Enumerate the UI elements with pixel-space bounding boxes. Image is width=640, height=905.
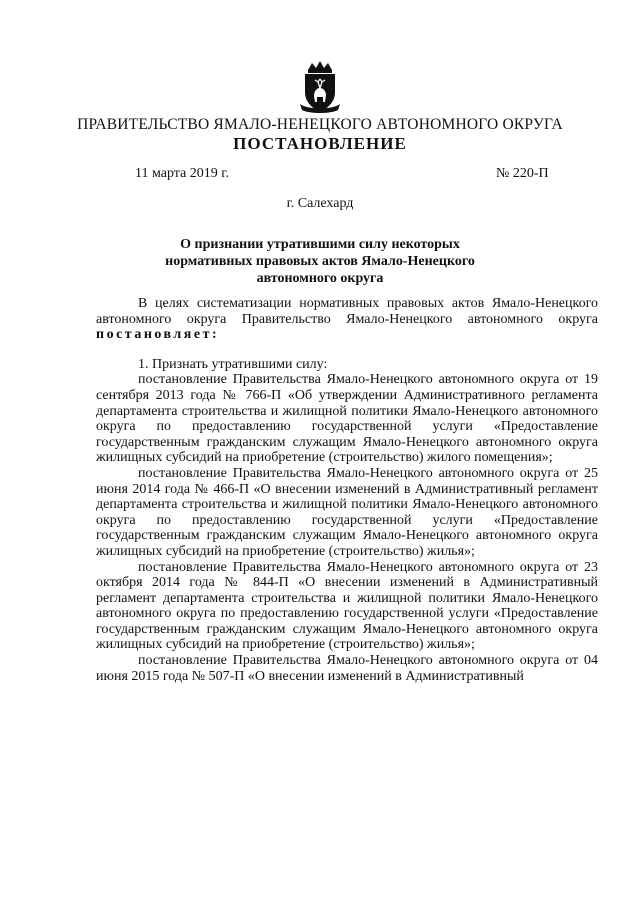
act-paragraph: постановление Правительства Ямало-Ненецкого автономного округа от 04 июня 2015 года № 507-П «О внесении изменений в Административный <box>96 653 598 684</box>
act-paragraph: постановление Правительства Ямало-Ненецкого автономного округа от 19 сентября 2013 года № 766-П «Об утверждении Административного регламента департамента строительства и жилищной политики Ямало-Ненецкого автономного округа по предоставлению государственной услуги «Предоставление государственным гражданским служащим Ямало-Ненецкого автономного округа жилищных субсидий на приобретение (строительство) жилого помещения»; <box>96 372 598 466</box>
decree-word: постановляет: <box>96 327 220 343</box>
government-title: ПРАВИТЕЛЬСТВО ЯМАЛО-НЕНЕЦКОГО АВТОНОМНОГО ОКРУГА <box>77 116 563 133</box>
intro-paragraph <box>96 296 598 343</box>
document-city: г. Салехард <box>286 196 354 211</box>
document-body <box>96 296 598 684</box>
document-type: ПОСТАНОВЛЕНИЕ <box>233 134 407 153</box>
document-heading: О признании утратившими силу некоторых нормативных правовых актов Ямало-Ненецкого автономного округа <box>165 237 475 286</box>
act-paragraph: постановление Правительства Ямало-Ненецкого автономного округа от 25 июня 2014 года № 466-П «О внесении изменений в Административный регламент департамента строительства и жилищной политики Ямало-Ненецкого автономного округа по предоставлению государственной услуги «Предоставление государственным гражданским служащим Ямало-Ненецкого автономного округа жилищных субсидий на приобретение (строительство) жилья»; <box>96 465 598 559</box>
document-number: № 220-П <box>496 166 549 181</box>
act-paragraph: постановление Правительства Ямало-Ненецкого автономного округа от 23 октября 2014 года № 844-П «О внесении изменений в Административный регламент департамента строительства и жилищной политики Ямало-Ненецкого автономного округа по предоставлению государственной услуги «Предоставление государственным гражданским служащим Ямало-Ненецкого автономного округа жилищных субсидий на приобретение (строительство) жилья»; <box>96 559 598 653</box>
document-date: 11 марта 2019 г. <box>135 166 229 181</box>
coat-of-arms-icon <box>298 60 342 114</box>
item-1: 1. Признать утратившими силу: <box>138 356 328 372</box>
intro-text: В целях систематизации нормативных правовых актов Ямало-Ненецкого автономного округа Правительство Ямало-Ненецкого автономного округа <box>96 296 598 327</box>
